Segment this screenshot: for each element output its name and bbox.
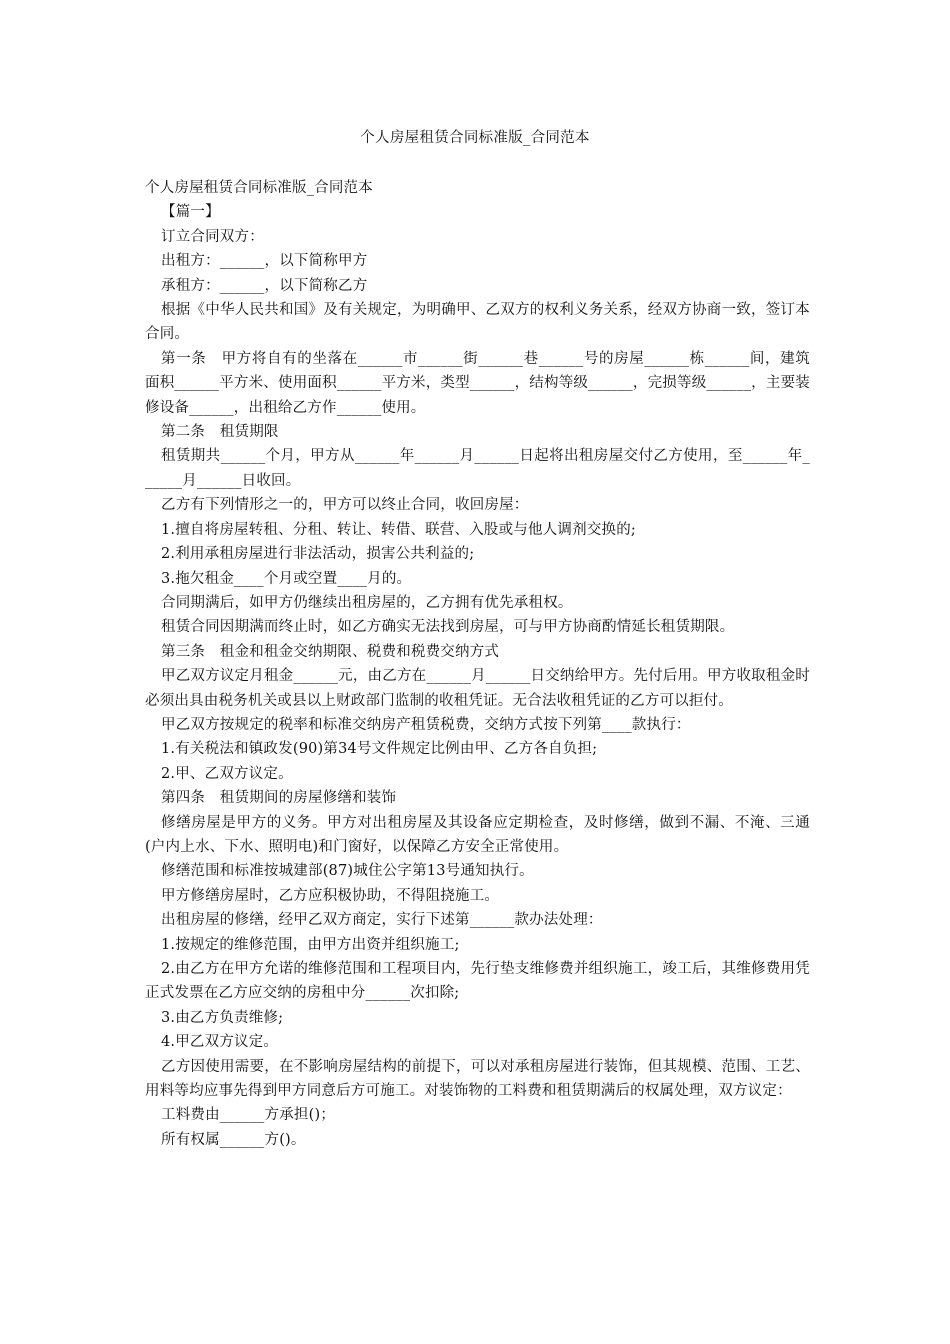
list-item: 3.由乙方负责维修; bbox=[161, 1009, 284, 1026]
article-3-heading: 第三条 租金和租金交纳期限、税费和税费交纳方式 bbox=[161, 643, 500, 660]
list-item: 1.擅自将房屋转租、分租、转让、转借、联营、入股或与他人调剂交换的; bbox=[161, 521, 637, 538]
paragraph: 修缮范围和标准按城建部(87)城住公字第13号通知执行。 bbox=[161, 863, 534, 880]
paragraph: 出租方：______，以下简称甲方 bbox=[161, 253, 368, 270]
paragraph: 工料费由______方承担()； bbox=[161, 1107, 336, 1124]
paragraph: 出租房屋的修缮，经甲乙双方商定，实行下述第______款办法处理： bbox=[161, 912, 603, 929]
list-item: 1.有关税法和镇政发(90)第34号文件规定比例由甲、乙方各自负担; bbox=[161, 741, 598, 758]
paragraph: 甲乙双方按规定的税率和标准交纳房产租赁税费，交纳方式按下列第____款执行： bbox=[161, 716, 691, 733]
paragraph: 租赁合同因期满而终止时，如乙方确实无法找到房屋，可与甲方协商酌情延长租赁期限。 bbox=[161, 619, 735, 636]
document-heading: 个人房屋租赁合同标准版_合同范本 bbox=[145, 180, 373, 196]
paragraph: 乙方因使用需要，在不影响房屋结构的前提下，可以对承租房屋进行装饰，但其规模、范围、工艺、用料等均应事先得到甲方同意后方可施工。对装饰物的工料费和租赁期满后的权属处理，双方议定： bbox=[145, 1058, 810, 1100]
list-item: 1.按规定的维修范围，由甲方出资并组织施工; bbox=[161, 936, 460, 953]
page-title: 个人房屋租赁合同标准版_合同范本 bbox=[360, 130, 590, 146]
list-item: 4.甲乙双方议定。 bbox=[161, 1034, 279, 1051]
paragraph: 租赁期共______个月，甲方从______年______月______日起将出租房屋交付乙方使用，至______年______月______日收回。 bbox=[145, 448, 810, 489]
article-1: 第一条 甲方将自有的坐落在______市______街______巷______号的房屋______栋______间，建筑面积______平方米、使用面积______平方米，类型______，结构等级______，完损等级______，主要装修设备______，出租给乙方作______使用。 bbox=[145, 350, 810, 416]
article-2-heading: 第二条 租赁期限 bbox=[161, 424, 279, 441]
list-item: 2.甲、乙双方议定。 bbox=[161, 765, 293, 782]
list-item: 2.利用承租房屋进行非法活动，损害公共利益的; bbox=[161, 546, 475, 563]
paragraph: 甲乙双方议定月租金______元，由乙方在______月______日交纳给甲方。先付后用。甲方收取租金时必须出具由税务机关或县以上财政部门监制的收租凭证。无合法收租凭证的乙方可以拒付。 bbox=[145, 668, 810, 709]
paragraph: 甲方修缮房屋时，乙方应积极协助，不得阻挠施工。 bbox=[161, 887, 500, 904]
paragraph: 根据《中华人民共和国》及有关规定，为明确甲、乙双方的权利义务关系，经双方协商一致，签订本合同。 bbox=[145, 302, 810, 343]
paragraph: 修缮房屋是甲方的义务。甲方对出租房屋及其设备应定期检查，及时修缮，做到不漏、不淹、三通(户内上水、下水、照明电)和门窗好，以保障乙方安全正常使用。 bbox=[145, 814, 810, 855]
list-item: 3.拖欠租金____个月或空置____月的。 bbox=[161, 570, 412, 587]
section-label: 【篇一】 bbox=[161, 204, 220, 221]
paragraph: 乙方有下列情形之一的，甲方可以终止合同，收回房屋： bbox=[161, 497, 529, 514]
paragraph: 订立合同双方： bbox=[161, 228, 264, 245]
document-body bbox=[145, 176, 810, 1152]
paragraph: 所有权属______方()。 bbox=[161, 1131, 306, 1148]
paragraph: 合同期满后，如甲方仍继续出租房屋的，乙方拥有优先承租权。 bbox=[161, 594, 573, 611]
list-item: 2.由乙方在甲方允诺的维修范围和工程项目内，先行垫支维修费并组织施工，竣工后，其维修费用凭正式发票在乙方应交纳的房租中分______次扣除; bbox=[145, 961, 810, 1002]
article-4-heading: 第四条 租赁期间的房屋修缮和装饰 bbox=[161, 790, 397, 807]
paragraph: 承租方：______，以下简称乙方 bbox=[161, 277, 368, 294]
